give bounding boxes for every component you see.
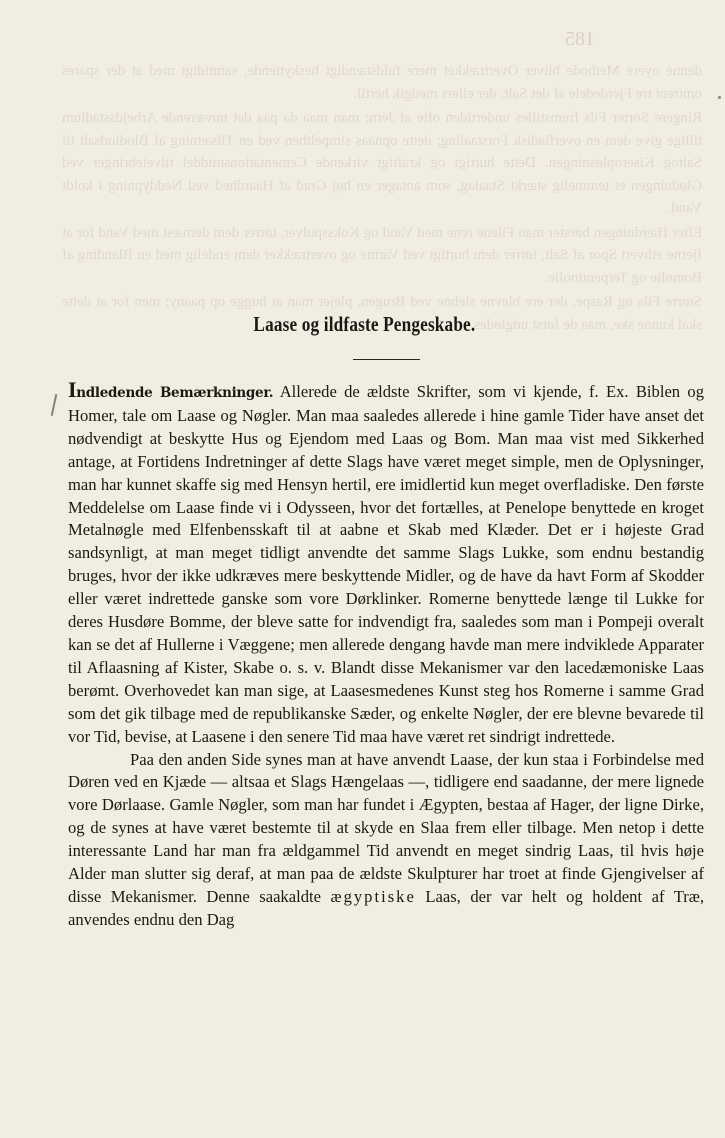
chapter-title: Laase og ildfaste Pengeskabe. [253,312,476,336]
paper-speck [718,96,721,99]
intro-paragraph [68,377,704,749]
second-paragraph-text-a: Paa den anden Side synes man at have anvendt Laase, der kun staa i Forbindelse med Døren ved en Kjæde — altsaa et Slags Hængelaas —, tidligere end saadanne, der mere lignede vore Dørlaase. Gamle Nøgler, som man har fundet i Ægypten, bestaa af Hager, der ligne Dirke, og de synes at have været bestemte til at skyde en Slaa frem eller tilbage. Men netop i dette interessante Land har man fra ældgammel Tid anvendt en meget sindrig Laas, til hvis høje Alder man slutter sig deraf, at man paa de ældste Skulpturer har troet at finde Gjengivelser af disse Mekanismer. Denne saakaldte [68,749,704,906]
second-paragraph [68,749,704,932]
intro-text: Allerede de ældste Skrifter, som vi kjende, f. Ex. Biblen og Homer, tale om Laase og Nøgler. Man maa saaledes allerede i hine gamle Tider have anset det nødvendigt at beskytte Hus og Ejendom med Laas og Bom. Man maa vist med Sikkerhed antage, at Fortidens Indretninger af dette Slags have været meget simple, men de Oplysninger, man har kunnet skaffe sig med Hensyn hertil, ere imidlertid kun meget overfladiske. Den første Meddelelse om Laase finde vi i Odysseen, hvor det fortælles, at Penelope benyttede en kroget Metalnøgle med Elfenbensskaft til at aabne et Skab med Klæder. Det er i højeste Grad sandsynligt, at man meget tidligt anvendte det samme Slags Lukke, som endnu bestandig bruges, hvor der ikke udkræves mere beskyttende Midler, og de have da havt Form af Skodder eller været indrettede ganske som vore Dørklinker. Romerne benyttede længe til Lukke for deres Husdøre Bomme, der bleve satte for indvendigt fra, saaledes som man i Pompeji overalt kan se det af Hullerne i Væggene; men allerede dengang havde man mere indviklede Apparater til Aflaasning af Kister, Skabe o. s. v. Blandt disse Mekanismer var den lacedæmoniske Laas berømt. Overhovedet kan man sige, at Laasesmedenes Kunst steg hos Romerne i samme Grad som det gik tilbage med de republikanske Sæder, og enkelte Nøgler, der ere blevne bevarede til vor Tid, bevise, at Laasene i den senere Tid maa have været ret sindrigt indrettede. [68,382,704,746]
body-text [68,377,705,932]
lead-in [68,377,274,402]
spaced-word: ægyptiske [330,886,416,906]
second-paragraph-text-b: Laas, der var helt og holdent af Træ, anvendes endnu den Dag [68,886,705,929]
show-through-paragraph: Ringere Sorter Fils fremstilles undertiden ofte af Jern; man maa da paa det nuværende Arbejdsstadium tillige give dem en overfladisk Forstaaling; dette opnaas simpelthen ved en Tilsætning af Blodludsalt til Saltog Kiseropløsningen. Dette hurtigt og kraftigt virkende Cementationsmiddel tilveiebringer ved Gløduingen et temmelig stærkt Staalag, som antager en høj Grad af Haardhed ved Neddypning i koldt Vand. [62,110,702,216]
show-through-paragraph: Større Fils og Raspe, der ere blevne slebne ved Brugen, plejer man at hugge op paany; men for at dette skal kunne ske, maa de først udglødes. [62,294,702,333]
title-rule [353,359,420,360]
show-through-paragraph: Efter Hærdningen børster man Filene rene med Vand og Koksspulver, tørrer dem dernæst med Vand for at fjerne ethvert Spor af Salt, tørrer dem hurtigt ved Varme og overtrækker dem endelig med en Blanding af Bomolie og Terpentinolie. [62,224,702,286]
show-through-paragraph: denne nyere Methode bliver Overtrækket mere fuldstændigt beskyttende, samtidigt med at der spares omtrent tre Fjerdedele af det Salt, der ellers medgik hertil. [62,63,702,102]
lead-in-text: ndledende Bemærkninger. [76,385,274,401]
drop-cap: I [68,377,77,402]
show-through-page-number: 185 [565,28,595,50]
show-through-text [62,60,702,338]
margin-pencil-mark [51,394,58,416]
